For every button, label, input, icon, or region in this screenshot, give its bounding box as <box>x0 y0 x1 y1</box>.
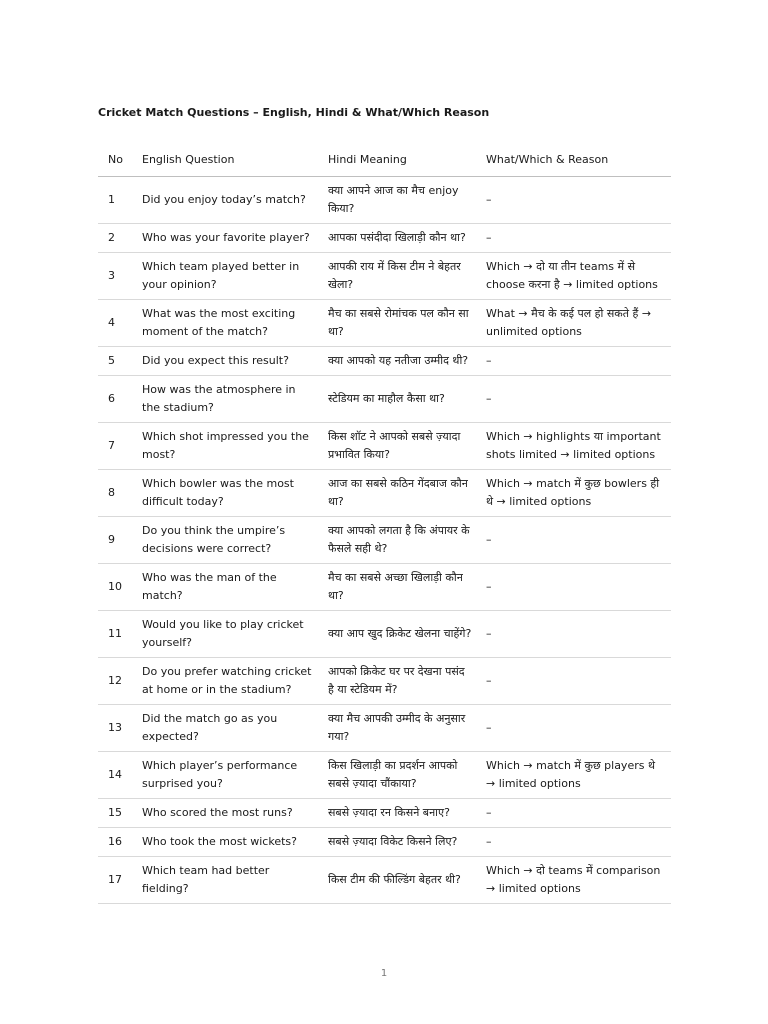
cell-what-which-reason: – <box>478 828 671 857</box>
cell-what-which-reason: – <box>478 564 671 611</box>
header-what-which-reason: What/Which & Reason <box>478 145 671 177</box>
cell-hindi-meaning: किस टीम की फील्डिंग बेहतर थी? <box>320 857 478 904</box>
cell-what-which-reason: Which → highlights या important shots limited → limited options <box>478 423 671 470</box>
cell-no: 9 <box>98 517 134 564</box>
table-row <box>98 376 671 423</box>
cell-what-which-reason: – <box>478 347 671 376</box>
cell-english-question: Which shot impressed you the most? <box>134 423 320 470</box>
table-row <box>98 300 671 347</box>
cell-what-which-reason: – <box>478 799 671 828</box>
cell-english-question: Do you think the umpire’s decisions were correct? <box>134 517 320 564</box>
cell-hindi-meaning: सबसे ज़्यादा रन किसने बनाए? <box>320 799 478 828</box>
cell-what-which-reason: – <box>478 376 671 423</box>
cell-hindi-meaning: सबसे ज़्यादा विकेट किसने लिए? <box>320 828 478 857</box>
table-header <box>98 145 671 177</box>
header-row <box>98 145 671 177</box>
cell-hindi-meaning: स्टेडियम का माहौल कैसा था? <box>320 376 478 423</box>
table-row <box>98 253 671 300</box>
header-english-question: English Question <box>134 145 320 177</box>
cell-hindi-meaning: क्या आपको यह नतीजा उम्मीद थी? <box>320 347 478 376</box>
table-row <box>98 517 671 564</box>
cell-english-question: How was the atmosphere in the stadium? <box>134 376 320 423</box>
document-page <box>98 104 671 904</box>
cell-english-question: Which bowler was the most difficult today? <box>134 470 320 517</box>
cell-no: 7 <box>98 423 134 470</box>
cell-what-which-reason: – <box>478 658 671 705</box>
table-row <box>98 224 671 253</box>
cell-what-which-reason: – <box>478 611 671 658</box>
cell-english-question: Did you expect this result? <box>134 347 320 376</box>
cell-english-question: Who was the man of the match? <box>134 564 320 611</box>
cell-what-which-reason: Which → match में कुछ bowlers ही थे → limited options <box>478 470 671 517</box>
cell-english-question: Would you like to play cricket yourself? <box>134 611 320 658</box>
table-row <box>98 177 671 224</box>
cell-english-question: Did the match go as you expected? <box>134 705 320 752</box>
cell-what-which-reason: Which → match में कुछ players थे → limited options <box>478 752 671 799</box>
table-row <box>98 705 671 752</box>
table-row <box>98 611 671 658</box>
header-hindi-meaning: Hindi Meaning <box>320 145 478 177</box>
cell-hindi-meaning: किस शॉट ने आपको सबसे ज़्यादा प्रभावित किया? <box>320 423 478 470</box>
table-row <box>98 799 671 828</box>
cell-english-question: Which team had better fielding? <box>134 857 320 904</box>
cell-what-which-reason: – <box>478 177 671 224</box>
cell-no: 10 <box>98 564 134 611</box>
cell-what-which-reason: – <box>478 517 671 564</box>
cell-no: 6 <box>98 376 134 423</box>
cell-english-question: Who scored the most runs? <box>134 799 320 828</box>
questions-table <box>98 145 671 904</box>
cell-hindi-meaning: क्या आपने आज का मैच enjoy किया? <box>320 177 478 224</box>
table-body <box>98 177 671 904</box>
cell-no: 12 <box>98 658 134 705</box>
cell-no: 15 <box>98 799 134 828</box>
cell-english-question: Did you enjoy today’s match? <box>134 177 320 224</box>
cell-what-which-reason: What → मैच के कई पल हो सकते हैं → unlimited options <box>478 300 671 347</box>
cell-what-which-reason: – <box>478 705 671 752</box>
cell-hindi-meaning: आज का सबसे कठिन गेंदबाज कौन था? <box>320 470 478 517</box>
cell-hindi-meaning: आपका पसंदीदा खिलाड़ी कौन था? <box>320 224 478 253</box>
cell-what-which-reason: Which → दो teams में comparison → limited options <box>478 857 671 904</box>
cell-no: 5 <box>98 347 134 376</box>
table-row <box>98 857 671 904</box>
cell-english-question: Do you prefer watching cricket at home or in the stadium? <box>134 658 320 705</box>
cell-english-question: Which team played better in your opinion? <box>134 253 320 300</box>
cell-no: 4 <box>98 300 134 347</box>
cell-hindi-meaning: आपकी राय में किस टीम ने बेहतर खेला? <box>320 253 478 300</box>
cell-english-question: Which player’s performance surprised you? <box>134 752 320 799</box>
cell-hindi-meaning: क्या मैच आपकी उम्मीद के अनुसार गया? <box>320 705 478 752</box>
cell-hindi-meaning: आपको क्रिकेट घर पर देखना पसंद है या स्टेडियम में? <box>320 658 478 705</box>
cell-hindi-meaning: क्या आप खुद क्रिकेट खेलना चाहेंगे? <box>320 611 478 658</box>
cell-no: 13 <box>98 705 134 752</box>
cell-no: 14 <box>98 752 134 799</box>
cell-english-question: Who took the most wickets? <box>134 828 320 857</box>
cell-no: 17 <box>98 857 134 904</box>
table-row <box>98 347 671 376</box>
table-row <box>98 752 671 799</box>
table-row <box>98 828 671 857</box>
cell-no: 1 <box>98 177 134 224</box>
header-no: No <box>98 145 134 177</box>
cell-what-which-reason: – <box>478 224 671 253</box>
cell-hindi-meaning: मैच का सबसे रोमांचक पल कौन सा था? <box>320 300 478 347</box>
document-title: Cricket Match Questions – English, Hindi & What/Which Reason <box>98 106 490 119</box>
table-row <box>98 470 671 517</box>
cell-what-which-reason: Which → दो या तीन teams में से choose करना है → limited options <box>478 253 671 300</box>
cell-english-question: What was the most exciting moment of the match? <box>134 300 320 347</box>
cell-hindi-meaning: क्या आपको लगता है कि अंपायर के फैसले सही थे? <box>320 517 478 564</box>
cell-hindi-meaning: मैच का सबसे अच्छा खिलाड़ी कौन था? <box>320 564 478 611</box>
table-row <box>98 423 671 470</box>
page-number: 1 <box>380 968 388 979</box>
cell-no: 11 <box>98 611 134 658</box>
cell-no: 16 <box>98 828 134 857</box>
cell-no: 8 <box>98 470 134 517</box>
cell-no: 3 <box>98 253 134 300</box>
table-row <box>98 658 671 705</box>
cell-no: 2 <box>98 224 134 253</box>
cell-hindi-meaning: किस खिलाड़ी का प्रदर्शन आपको सबसे ज़्यादा चौंकाया? <box>320 752 478 799</box>
table-row <box>98 564 671 611</box>
cell-english-question: Who was your favorite player? <box>134 224 320 253</box>
